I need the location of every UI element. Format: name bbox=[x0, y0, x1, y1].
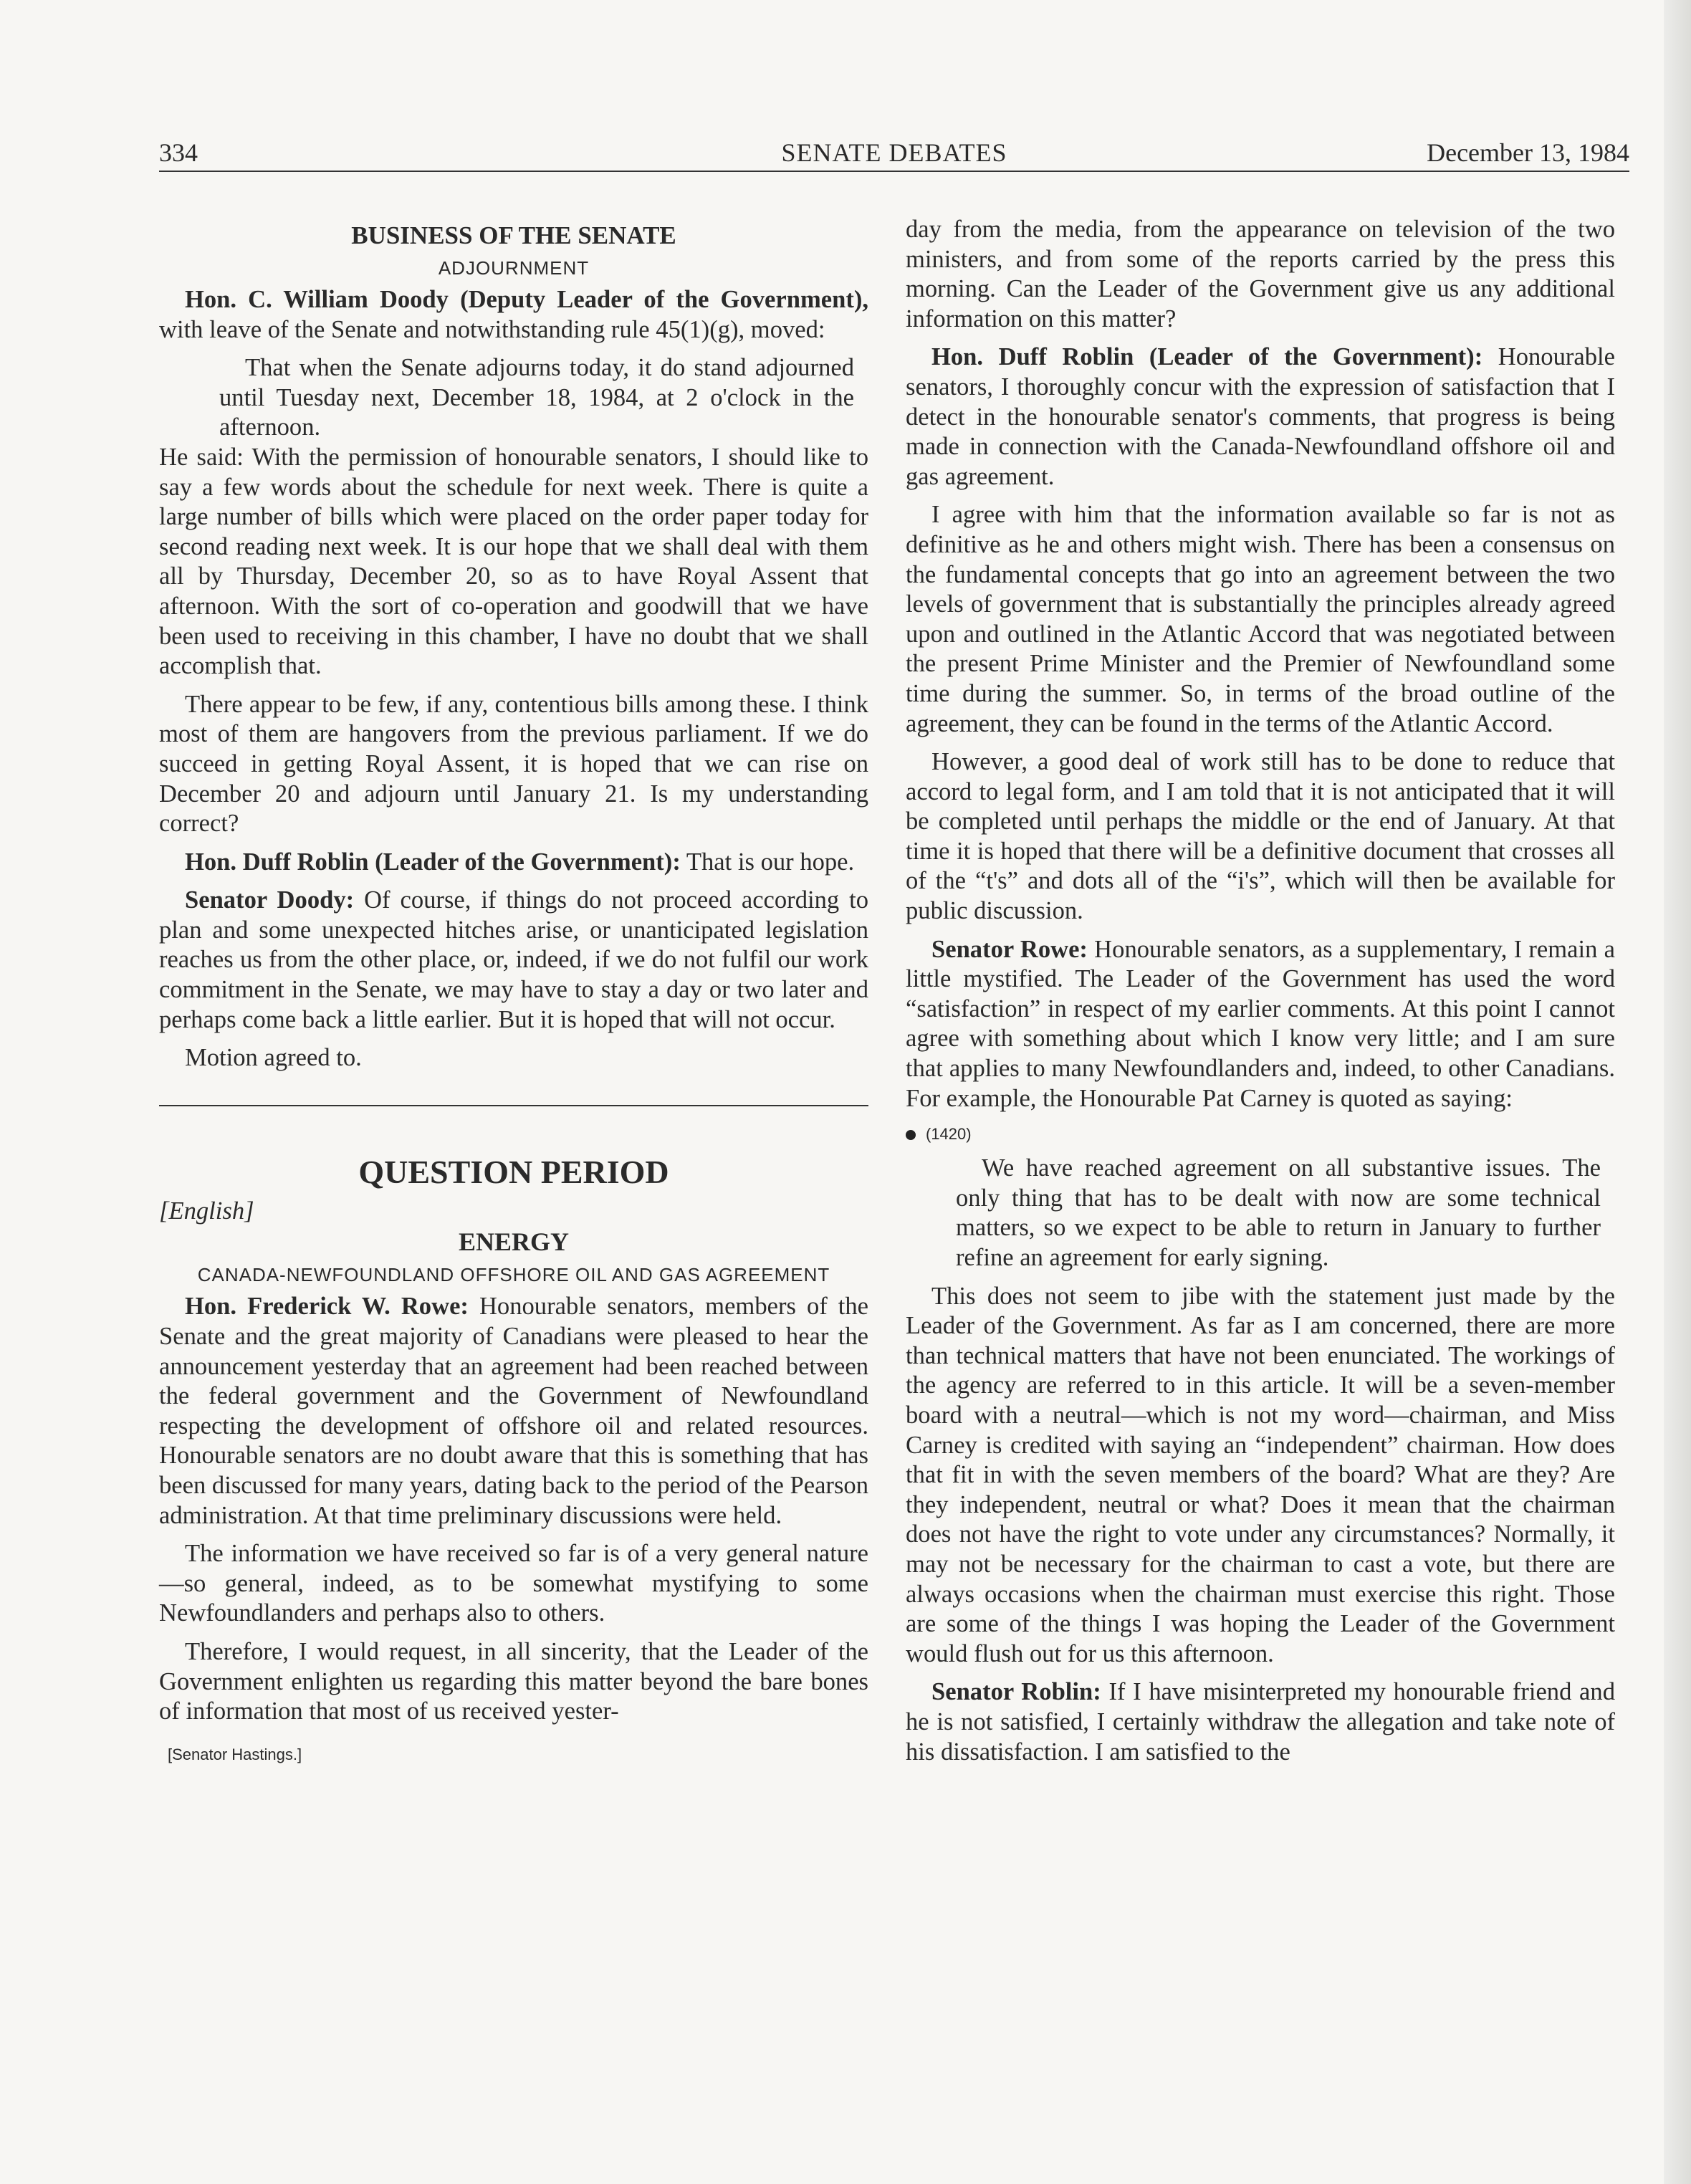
topic-title: ENERGY bbox=[458, 1227, 570, 1257]
block-quote: We have reached agreement on all substantive issues. The only thing that has to be dealt with now are some technical matters, so we expect to be able to return in January to further refine an agreement for early signing. bbox=[956, 1154, 1601, 1271]
question-period-title: QUESTION PERIOD bbox=[358, 1153, 669, 1190]
paragraph: I agree with him that the information available so far is not as definitive as he and others might wish. There has been a consensus on the fundamental concepts that go into an agreement between the two levels of government that is substantially the principles already agreed upon and outlined in the Atlantic Accord that was negotiated between the present Prime Minister and the Premier of Newfoundland some time during the summer. So, in terms of the broad outline of the agreement, they can be found in the terms of the Atlantic Accord. bbox=[906, 501, 1615, 737]
paragraph: There appear to be few, if any, contentious bills among these. I think most of them are hangovers from the previous parliament. If we do succeed in getting Royal Assent, it is hoped that we can rise on December 20 and adjourn until January 21. Is my understanding correct? bbox=[159, 690, 868, 838]
speaker-name: Hon. Duff Roblin (Leader of the Government): bbox=[931, 343, 1483, 371]
paragraph: However, a good deal of work still has to be done to reduce that accord to legal form, and I am told that it is not anticipated that it will be completed until perhaps the middle or the end of January. At that time it is hoped that there will be a definitive document that crosses all of the “t's” and dots all of the “i's”, which will then be available for public discussion. bbox=[906, 748, 1615, 925]
header-rule bbox=[159, 171, 1629, 172]
speaker-name: Senator Doody: bbox=[185, 886, 355, 914]
page-number: 334 bbox=[159, 138, 198, 167]
journal-title: SENATE DEBATES bbox=[781, 138, 1007, 167]
paragraph: He said: With the permission of honourable senators, I should like to say a few words about the schedule for next week. There is quite a large number of bills which were placed on the order paper today for second reading next week. It is our hope that we shall deal with them all by Thursday, December 20, so as to have Royal Assent that afternoon. With the sort of co-operation and goodwill that we have been used to receiving in this chamber, I have no doubt that we shall accomplish that. bbox=[159, 443, 868, 680]
section-divider bbox=[159, 1105, 868, 1106]
page-edge bbox=[1664, 0, 1691, 2184]
motion-agreed: Motion agreed to. bbox=[185, 1044, 362, 1072]
roblin-answer: Hon. Duff Roblin (Leader of the Government): Honourable senators, I thoroughly concur with the expression of satisfaction that I detect in the honourable senator's comments, that progress is being made in connection with the Canada-Newfoundland offshore oil and gas agreement. bbox=[906, 343, 1615, 490]
section-subtitle: ADJOURNMENT bbox=[438, 257, 590, 279]
roblin-reply: Hon. Duff Roblin (Leader of the Government): That is our hope. bbox=[185, 848, 855, 876]
speaker-name: Hon. Duff Roblin (Leader of the Government): bbox=[185, 848, 681, 876]
topic-subtitle: CANADA-NEWFOUNDLAND OFFSHORE OIL AND GAS AGREEMENT bbox=[197, 1264, 830, 1286]
roblin-response: Senator Roblin: If I have misinterpreted my honourable friend and he is not satisfied, I certainly withdraw the allegation and take note of his dissatisfaction. I am satisfied to the bbox=[906, 1678, 1615, 1766]
paragraph: This does not seem to jibe with the statement just made by the Leader of the Government. As far as I am concerned, there are more than technical matters that have not been enunciated. The workings of the agency are referred to in this article. It will be a seven-member board with a neutral—which is not my word—chairman, and Miss Carney is credited with saying an “independent” chairman. How does that fit in with the seven members of the board? What are they? Are they independent, neutral or what? Does it mean that the chairman does not have the right to vote under any circumstances? Normally, it may not be necessary for the chairman to cast a vote, but there are always occasions when the chairman must exercise this right. Those are some of the things I was hoping the Leader of the Government would flush out for us this afternoon. bbox=[906, 1282, 1615, 1667]
doody-motion-intro: Hon. C. William Doody (Deputy Leader of the Government), with leave of the Senate and notwithstanding rule 45(1)(g), moved: bbox=[159, 286, 868, 343]
speaker-name: Hon. C. William Doody (Deputy Leader of the Government), bbox=[185, 286, 868, 313]
section-title: BUSINESS OF THE SENATE bbox=[351, 221, 676, 249]
doody-reply: Senator Doody: Of course, if things do not proceed according to plan and some unexpected hitches arise, or unanticipated legislation reaches us from the other place, or, indeed, if we do not fulfil our work commitment in the Senate, we may have to stay a day or two later and perhaps come back a little earlier. But it is hoped that will not occur. bbox=[159, 886, 868, 1033]
rowe-supplementary: Senator Rowe: Honourable senators, as a supplementary, I remain a little mystified. The Leader of the Government has used the word “satisfaction” in respect of my earlier comments. At this point I cannot agree with something about which I know very little; and I am sure that applies to many Newfoundlanders and, indeed, to other Canadians. For example, the Honourable Pat Carney is quoted as saying: bbox=[906, 935, 1615, 1112]
paragraph: day from the media, from the appearance on television of the two ministers, and from some of the reports carried by the press this morning. Can the Leader of the Government give us any additional information on this matter? bbox=[906, 216, 1615, 332]
language-note: [English] bbox=[159, 1197, 254, 1225]
footer-note: [Senator Hastings.] bbox=[168, 1745, 302, 1763]
left-column bbox=[159, 215, 868, 1766]
paragraph: The information we have received so far is of a very general nature—so general, indeed, as to be somewhat mystifying to some Newfoundlanders and perhaps also to others. bbox=[159, 1540, 868, 1627]
issue-date: December 13, 1984 bbox=[1427, 138, 1629, 167]
time-marker: (1420) bbox=[906, 1121, 1615, 1148]
right-column bbox=[906, 215, 1615, 1767]
paragraph: Therefore, I would request, in all sincerity, that the Leader of the Government enlighten us regarding this matter beyond the bare bones of information that most of us received yester- bbox=[159, 1637, 868, 1725]
motion-text: That when the Senate adjourns today, it do stand adjourned until Tuesday next, December 18, 1984, at 2 o'clock in the afternoon. bbox=[219, 354, 854, 441]
speaker-name: Senator Roblin: bbox=[931, 1678, 1101, 1706]
page-header bbox=[159, 136, 1629, 169]
speaker-name: Hon. Frederick W. Rowe: bbox=[185, 1293, 469, 1321]
speaker-name: Senator Rowe: bbox=[931, 935, 1088, 963]
bullet-icon bbox=[906, 1130, 916, 1140]
rowe-question: Hon. Frederick W. Rowe: Honourable senators, members of the Senate and the great majority of Canadians were pleased to hear the announcement yesterday that an agreement had been reached between the federal government and the Government of Newfoundland respecting the development of offshore oil and related resources. Honourable senators are no doubt aware that this is something that has been discussed for many years, dating back to the period of the Pearson administration. At that time preliminary discussions were held. bbox=[159, 1293, 869, 1529]
